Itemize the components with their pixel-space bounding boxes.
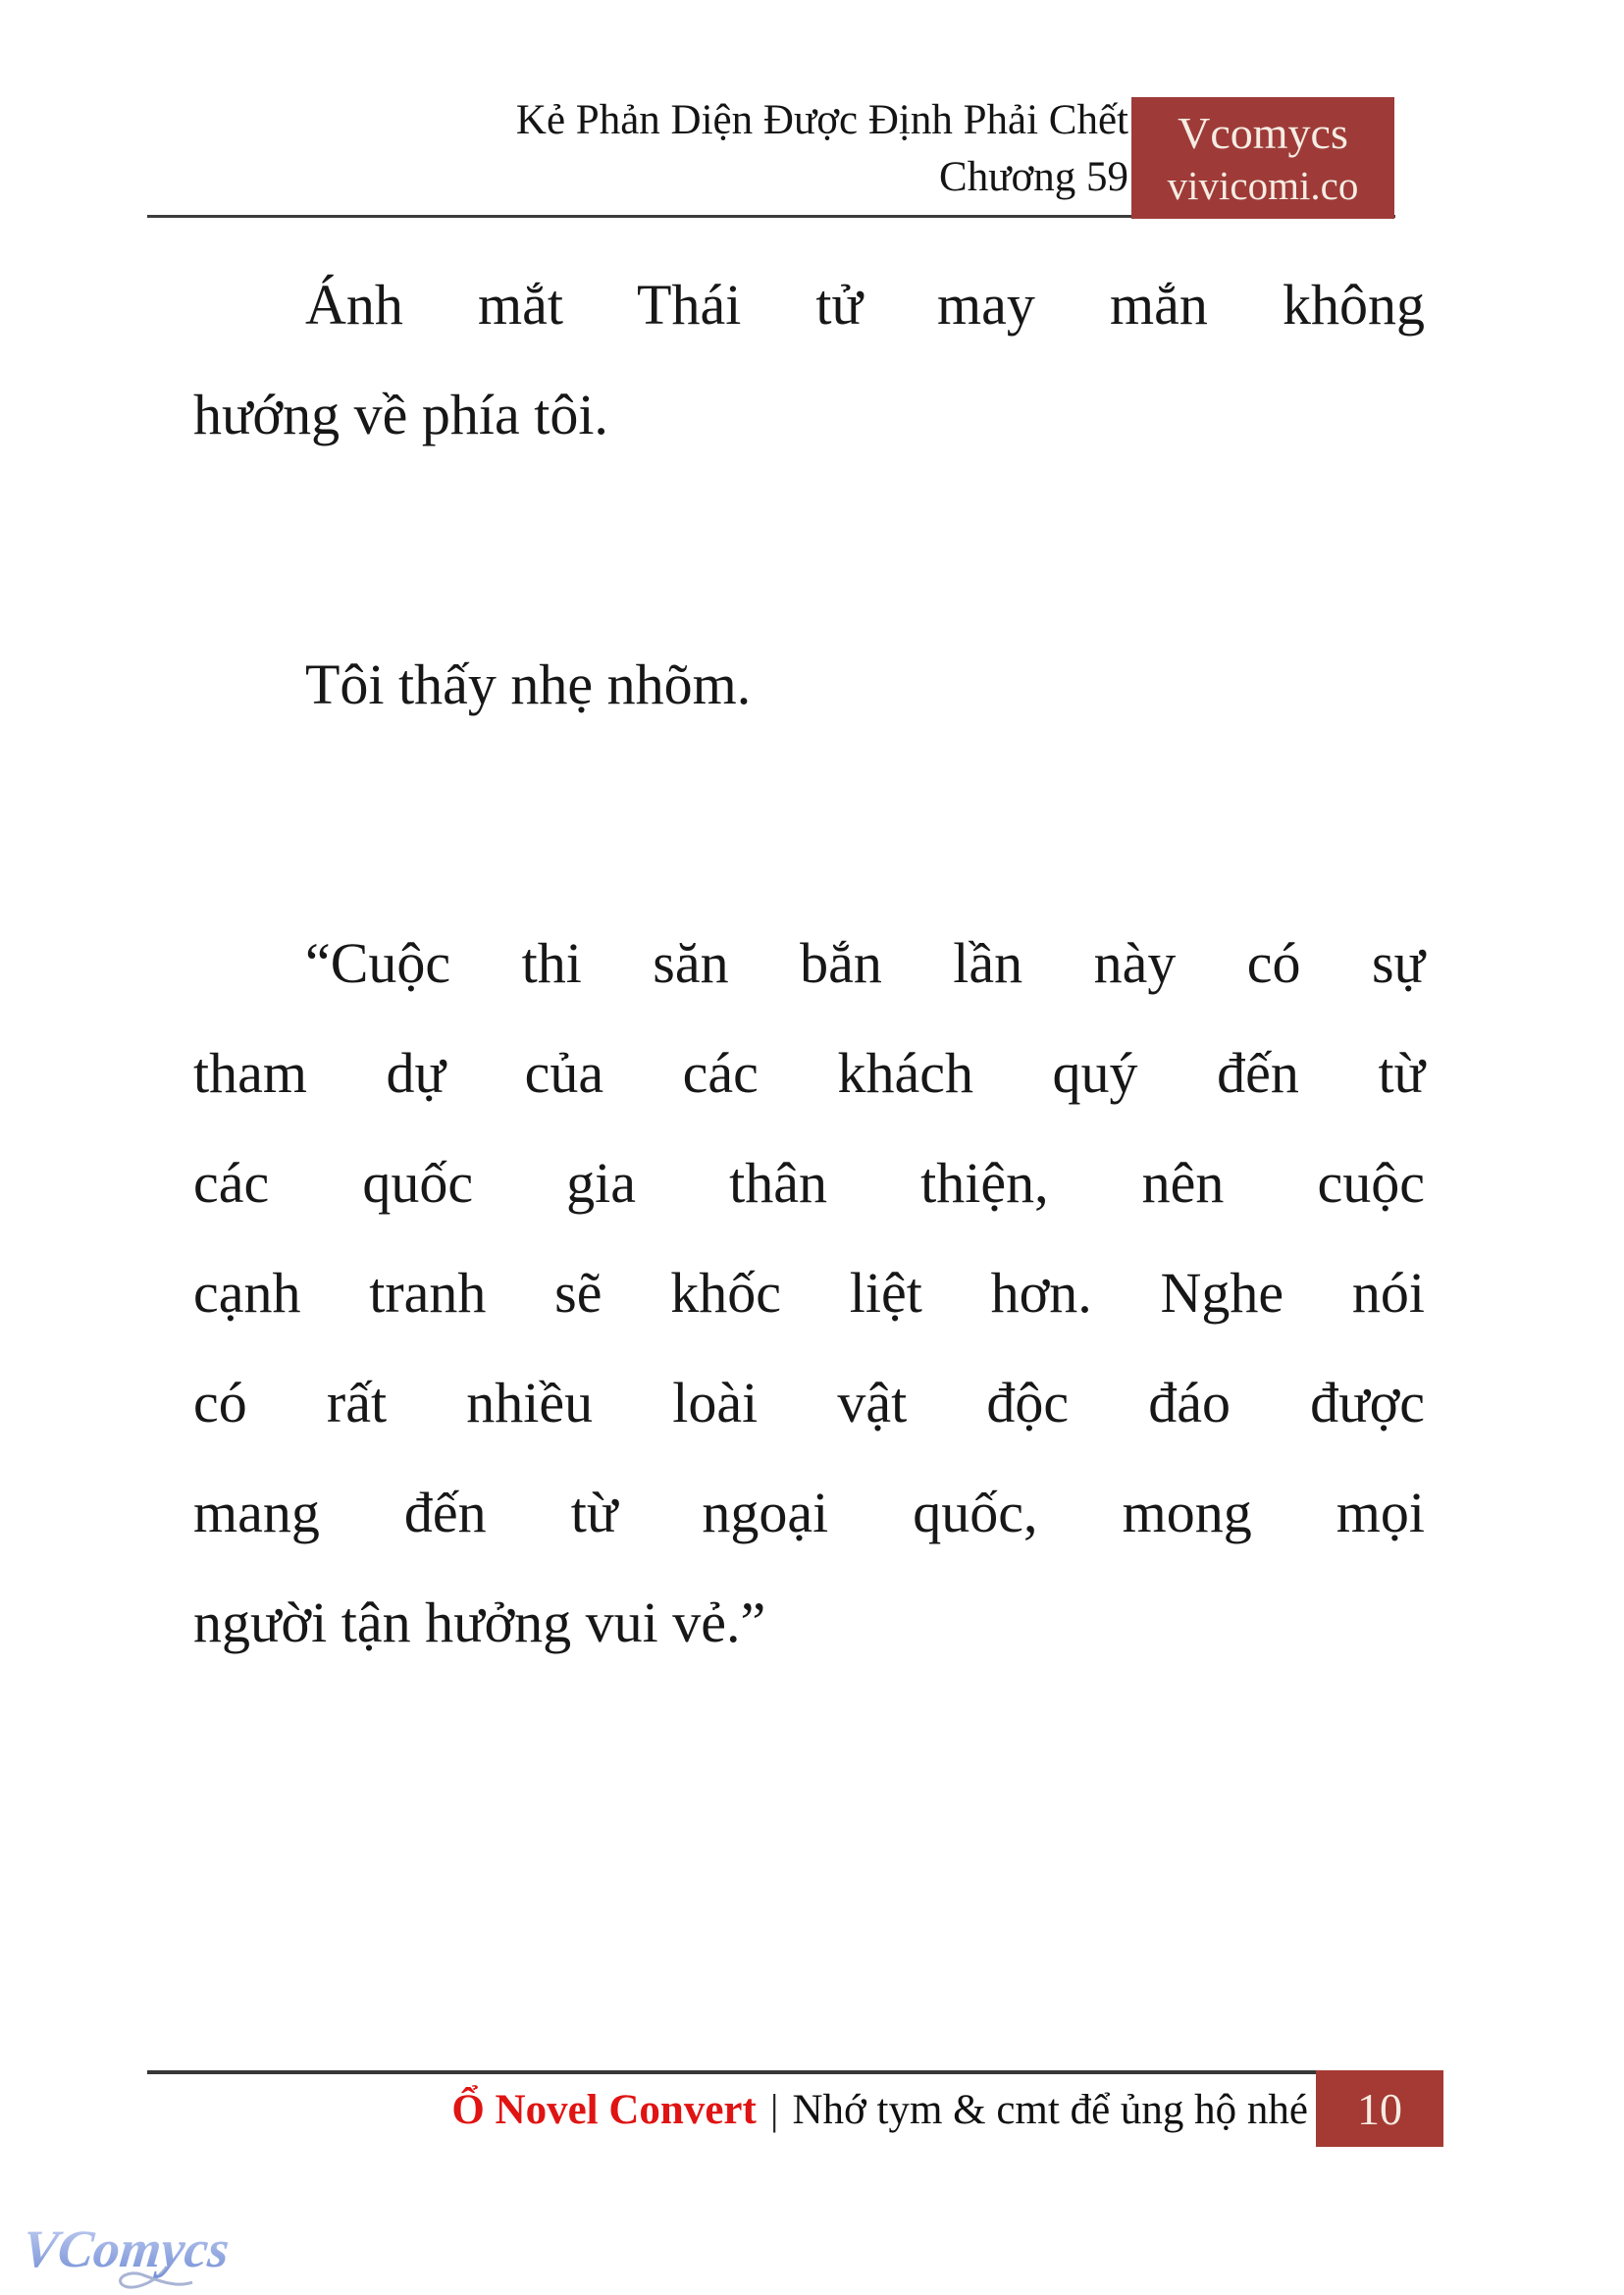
text-line: có rất nhiều loài vật độc đáo được — [193, 1371, 1425, 1434]
vcomycs-logo — [20, 2206, 265, 2295]
brand-name: Vcomycs — [1178, 107, 1348, 158]
text-line: người tận hưởng vui vẻ.” — [193, 1591, 766, 1654]
novel-title: Kẻ Phản Diện Được Định Phải Chết — [515, 97, 1128, 143]
paragraph — [193, 909, 1425, 1678]
text-line: hướng về phía tôi. — [193, 383, 608, 446]
page-footer — [147, 2081, 1308, 2140]
page-number: 10 — [1357, 2083, 1402, 2134]
text-line: mang đến từ ngoại quốc, mong mọi — [193, 1481, 1425, 1544]
text-line: các quốc gia thân thiện, nên cuộc — [193, 1151, 1425, 1215]
page-header — [147, 92, 1128, 206]
text-line: Ánh mắt Thái tử may mắn không — [305, 273, 1425, 337]
text-line: tham dự của các khách quý đến từ — [193, 1041, 1425, 1105]
watermark-text: VComycs — [20, 2219, 233, 2278]
footer-brand: Ổ Novel Convert — [451, 2087, 757, 2133]
paragraph — [193, 250, 1425, 470]
footer-note: Nhớ tym & cmt để ủng hộ nhé — [792, 2087, 1308, 2133]
page-number-badge — [1316, 2070, 1443, 2147]
text-line: Tôi thấy nhẹ nhõm. — [305, 652, 752, 716]
brand-site: vivicomi.co — [1167, 163, 1359, 209]
text-line: cạnh tranh sẽ khốc liệt hơn. Nghe nói — [193, 1261, 1425, 1325]
chapter-label: Chương 59 — [939, 154, 1128, 200]
footer-divider — [147, 2070, 1316, 2074]
text-line: “Cuộc thi săn bắn lần này có sự — [305, 931, 1425, 995]
footer-separator: | — [769, 2087, 779, 2133]
vcomycs-watermark — [20, 2206, 265, 2295]
paragraph — [193, 630, 1425, 740]
chapter-body — [193, 250, 1425, 1678]
brand-badge — [1131, 97, 1394, 219]
